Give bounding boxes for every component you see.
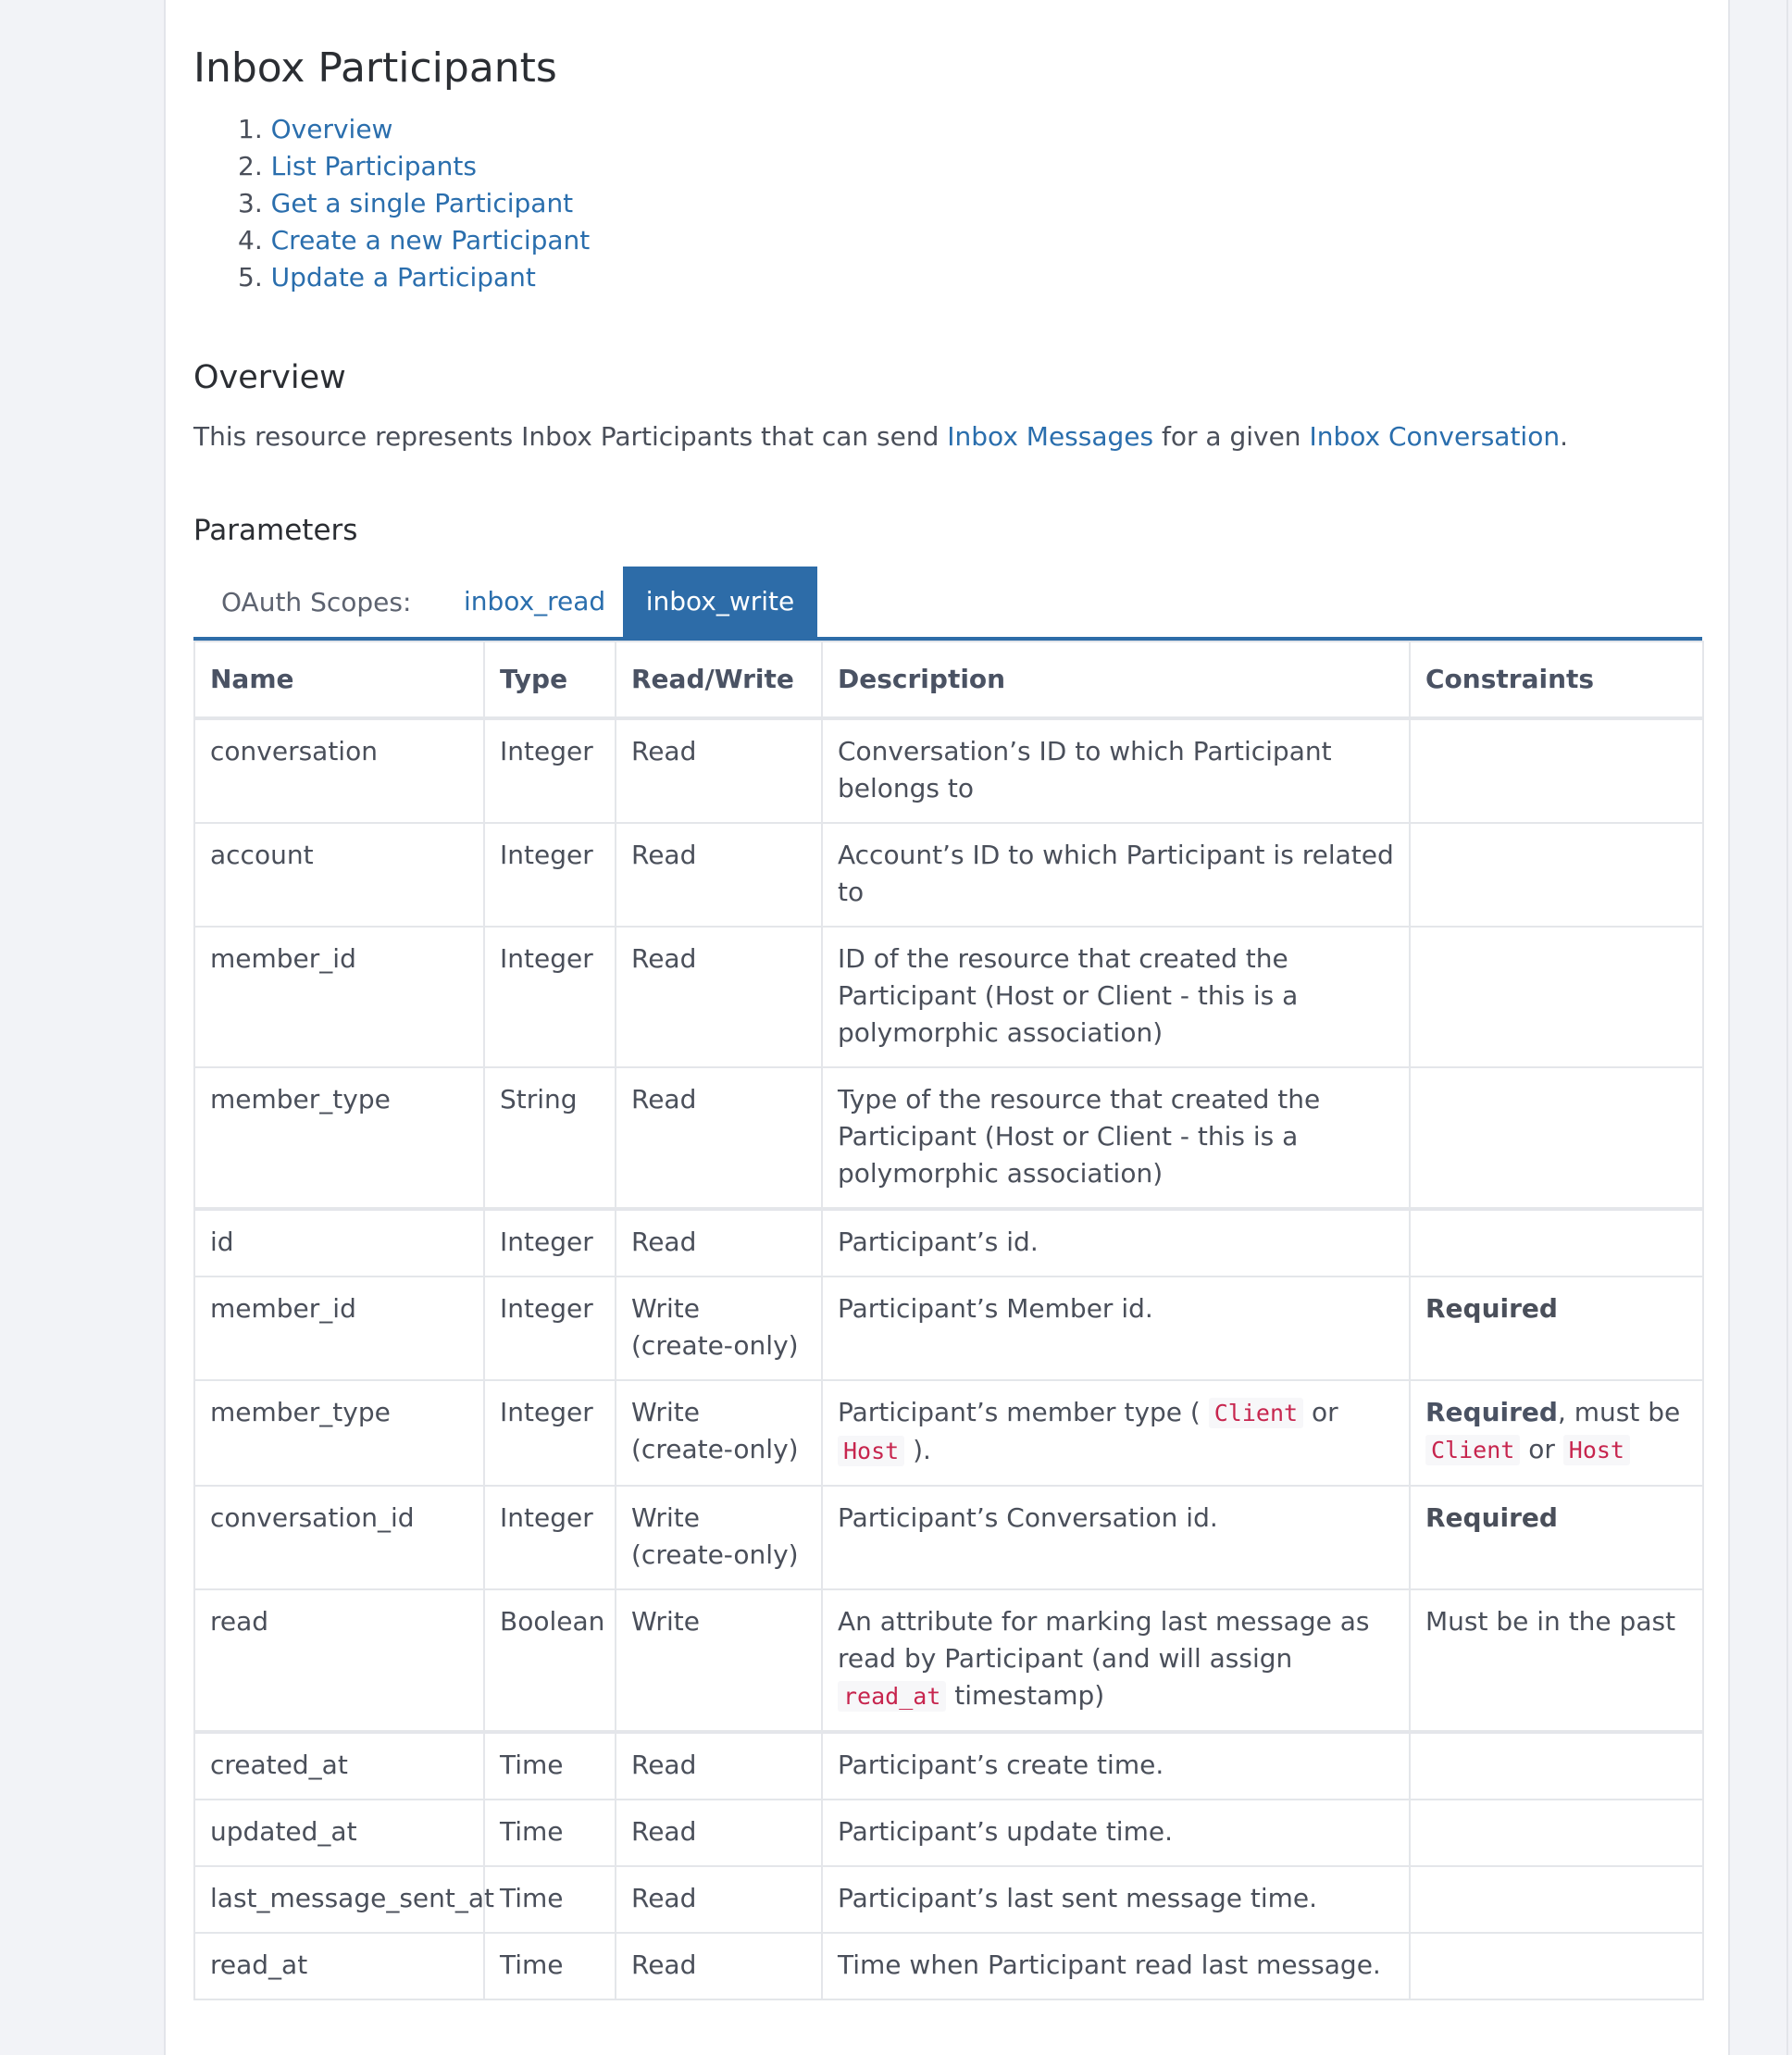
param-type: Integer	[484, 718, 616, 823]
toc-item-create: 4. Create a new Participant	[238, 225, 591, 255]
table-row	[194, 1209, 1703, 1277]
param-type-link[interactable]: Time	[484, 1866, 616, 1933]
code-client: Client	[1425, 1435, 1520, 1465]
table-row	[194, 718, 1703, 823]
param-type: Integer	[484, 823, 616, 927]
param-rw: Read	[616, 1209, 822, 1277]
param-description: Participant’s create time.	[822, 1732, 1410, 1800]
toc-item-list: 2. List Participants	[238, 151, 477, 181]
param-description: An attribute for marking last message as read by Participant (and will assign read_at timestamp)	[822, 1589, 1410, 1732]
column-header-type: Type	[484, 641, 616, 718]
code-host: Host	[1563, 1435, 1630, 1465]
page-card	[164, 0, 1730, 2055]
param-description: Conversation’s ID to which Participant belongs to	[822, 718, 1410, 823]
param-description: Participant’s member type ( Client or Host ).	[822, 1380, 1410, 1486]
toc-item-overview: 1. Overview	[238, 114, 393, 144]
param-name: member_type	[194, 1380, 484, 1486]
code-read-at: read_at	[838, 1681, 946, 1712]
param-constraints: Required	[1410, 1486, 1703, 1589]
table-row	[194, 1589, 1703, 1732]
param-name: id	[194, 1209, 484, 1277]
table-row	[194, 1866, 1703, 1933]
table-header-row	[194, 641, 1703, 718]
param-constraints	[1410, 1933, 1703, 1999]
param-name: last_message_sent_at	[194, 1866, 484, 1933]
param-constraints	[1410, 1800, 1703, 1866]
param-type-link[interactable]: Time	[484, 1800, 616, 1866]
oauth-scopes-bar	[193, 567, 1702, 641]
param-rw: Read	[616, 1933, 822, 1999]
table-row	[194, 1486, 1703, 1589]
inbox-messages-link[interactable]: Inbox Messages	[947, 421, 1154, 452]
table-row	[194, 1380, 1703, 1486]
toc-item-update: 5. Update a Participant	[238, 262, 536, 293]
param-rw: Read	[616, 1732, 822, 1800]
param-description: Participant’s id.	[822, 1209, 1410, 1277]
param-constraints: Required, must be Client or Host	[1410, 1380, 1703, 1486]
column-header-name: Name	[194, 641, 484, 718]
param-name: read	[194, 1589, 484, 1732]
param-rw: Write (create-only)	[616, 1277, 822, 1380]
param-constraints	[1410, 927, 1703, 1067]
overview-text: This resource represents Inbox Participants that can send Inbox Messages for a given Inbox Conversation.	[193, 421, 1568, 452]
param-type: Integer	[484, 1277, 616, 1380]
param-rw: Read	[616, 1800, 822, 1866]
param-constraints: Required	[1410, 1277, 1703, 1380]
param-type: Integer	[484, 1380, 616, 1486]
param-name: conversation	[194, 718, 484, 823]
toc-link-update-participant[interactable]: Update a Participant	[270, 262, 536, 293]
param-description: Participant’s Member id.	[822, 1277, 1410, 1380]
param-constraints	[1410, 1866, 1703, 1933]
param-rw: Read	[616, 927, 822, 1067]
param-description: Participant’s Conversation id.	[822, 1486, 1410, 1589]
tab-inbox-write[interactable]: inbox_write	[623, 567, 817, 637]
parameters-table	[193, 641, 1704, 2000]
param-description: Time when Participant read last message.	[822, 1933, 1410, 1999]
page-title: Inbox Participants	[193, 44, 557, 92]
parameters-heading: Parameters	[193, 514, 358, 547]
param-name: member_id	[194, 927, 484, 1067]
right-gutter-divider	[1786, 0, 1788, 2055]
param-name: read_at	[194, 1933, 484, 1999]
param-constraints	[1410, 718, 1703, 823]
param-type-link[interactable]: Time	[484, 1732, 616, 1800]
table-row	[194, 927, 1703, 1067]
column-header-constraints: Constraints	[1410, 641, 1703, 718]
param-type-link[interactable]: Time	[484, 1933, 616, 1999]
oauth-scopes-label: OAuth Scopes:	[221, 587, 412, 617]
param-description: Account’s ID to which Participant is related to	[822, 823, 1410, 927]
param-type: Integer	[484, 927, 616, 1067]
param-type: Integer	[484, 1209, 616, 1277]
param-constraints: Must be in the past	[1410, 1589, 1703, 1732]
table-row	[194, 1067, 1703, 1209]
param-constraints	[1410, 823, 1703, 927]
param-description: Participant’s update time.	[822, 1800, 1410, 1866]
param-description: ID of the resource that created the Participant (Host or Client - this is a polymorphic association)	[822, 927, 1410, 1067]
param-rw: Write (create-only)	[616, 1486, 822, 1589]
table-row	[194, 1800, 1703, 1866]
table-row	[194, 1277, 1703, 1380]
inbox-conversation-link[interactable]: Inbox Conversation	[1309, 421, 1561, 452]
table-row	[194, 1933, 1703, 1999]
param-name: member_type	[194, 1067, 484, 1209]
param-name: updated_at	[194, 1800, 484, 1866]
column-header-read-write: Read/Write	[616, 641, 822, 718]
table-row	[194, 1732, 1703, 1800]
param-description: Participant’s last sent message time.	[822, 1866, 1410, 1933]
param-name: account	[194, 823, 484, 927]
param-constraints	[1410, 1209, 1703, 1277]
param-constraints	[1410, 1067, 1703, 1209]
param-rw: Write	[616, 1589, 822, 1732]
param-name: created_at	[194, 1732, 484, 1800]
param-rw: Write (create-only)	[616, 1380, 822, 1486]
code-host: Host	[838, 1436, 904, 1466]
overview-heading: Overview	[193, 359, 346, 396]
param-rw: Read	[616, 1866, 822, 1933]
param-constraints	[1410, 1732, 1703, 1800]
table-row	[194, 823, 1703, 927]
toc-link-overview[interactable]: Overview	[270, 114, 393, 144]
toc-link-create-participant[interactable]: Create a new Participant	[270, 225, 591, 255]
param-name: conversation_id	[194, 1486, 484, 1589]
tab-inbox-read[interactable]: inbox_read	[464, 586, 606, 616]
param-type: Boolean	[484, 1589, 616, 1732]
toc-link-get-participant[interactable]: Get a single Participant	[270, 188, 574, 218]
table-of-contents	[238, 111, 590, 296]
code-client: Client	[1209, 1398, 1303, 1428]
param-type: Integer	[484, 1486, 616, 1589]
toc-link-list-participants[interactable]: List Participants	[270, 151, 477, 181]
column-header-description: Description	[822, 641, 1410, 718]
param-rw: Read	[616, 823, 822, 927]
param-name: member_id	[194, 1277, 484, 1380]
param-type: String	[484, 1067, 616, 1209]
param-rw: Read	[616, 718, 822, 823]
toc-item-get: 3. Get a single Participant	[238, 188, 574, 218]
param-description: Type of the resource that created the Participant (Host or Client - this is a polymorphic association)	[822, 1067, 1410, 1209]
param-rw: Read	[616, 1067, 822, 1209]
